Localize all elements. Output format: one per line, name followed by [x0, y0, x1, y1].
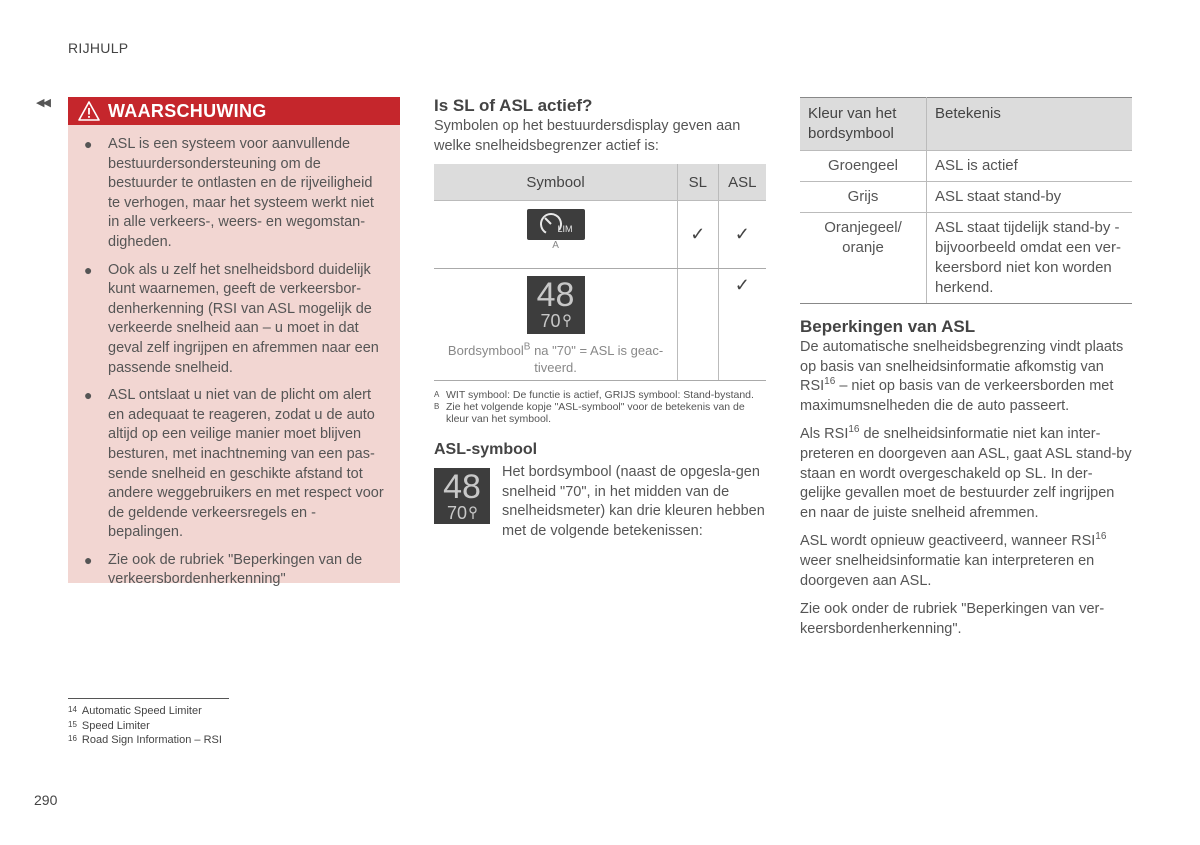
color-table	[800, 97, 1132, 304]
road-sign-icon	[469, 506, 477, 520]
symbol-table	[434, 164, 766, 381]
column-header: Kleur van het bordsymbool	[800, 98, 927, 151]
footnote: $^{15}$ Speed Limiter	[68, 719, 150, 732]
sl-check	[678, 269, 718, 381]
right-column	[800, 97, 1132, 639]
warning-title: WAARSCHUWING	[108, 100, 267, 121]
column-header: SL	[678, 164, 718, 201]
footnote: $^{16}$ Road Sign Information – RSI	[68, 734, 222, 746]
section-header: RIJHULP	[68, 40, 129, 56]
table-row	[800, 151, 1132, 182]
table-cell: Groengeel	[800, 151, 927, 182]
column-header: Betekenis	[927, 98, 1133, 151]
list-item: ● Ook als u zelf het snelheidsbord duidelijk kunt waarnemen, geeft de verkeersbor-denherkenning (RSI van ASL mogelijk de verkeerde snelheid aan – u moet in dat geval zelf ingrijpen en afremmen naar een passende snelheid.	[84, 261, 379, 376]
asl-check: ✓	[718, 201, 766, 269]
table-cell: ASL staat stand-by	[927, 182, 1133, 213]
asl-speed-sign	[434, 468, 490, 524]
column-header: Symbool	[434, 164, 678, 201]
speed-limiter-icon	[527, 209, 585, 240]
table-row	[800, 182, 1132, 213]
sign-current-speed: 48	[536, 276, 575, 315]
warning-box	[68, 97, 400, 588]
asl-symbol-title: ASL-symbool	[434, 441, 538, 459]
asl-check: ✓	[718, 269, 766, 381]
symbol-caption: A	[552, 240, 559, 252]
speed-sign-symbol	[527, 276, 585, 334]
table-row	[434, 201, 766, 269]
lim-label: LIM	[557, 224, 573, 235]
table-cell: Oranjegeel/ oranje	[800, 213, 927, 304]
table-footnotes	[434, 389, 766, 425]
list-item: ● Zie ook de rubriek "Beperkingen van de verkeersbordenherkenning"	[84, 551, 363, 588]
table-row	[434, 269, 766, 381]
table-row	[800, 213, 1132, 304]
table-cell: ASL staat tijdelijk stand-by - bijvoorbeeld omdat een ver-keersbord niet kon worden herkend.	[927, 213, 1133, 304]
warning-list	[68, 125, 400, 590]
back-arrows-icon[interactable]: ◀◀	[36, 97, 49, 109]
column-header: ASL	[718, 164, 766, 201]
list-item: ● ASL ontslaat u niet van de plicht om alert en adequaat te reageren, zodat u de auto altijd op een veilige manier moet blijven besturen, met inachtneming van een pas-sende snelheid en geschikte afstand tot andere weggebruikers en met respect voor de geldende verkeersregels en -bepalingen.	[84, 387, 384, 541]
limits-title: Beperkingen van ASL	[800, 317, 976, 336]
paragraph: ASL wordt opnieuw geactiveerd, wanneer RSI$^{16}$ weer snelheidsinformatie kan interpreteren en doorgeven aan ASL.	[800, 531, 1107, 589]
sign-set-speed: 70	[540, 311, 561, 332]
sign-set-speed: 70	[446, 503, 468, 524]
table-cell: Grijs	[800, 182, 927, 213]
symbol-caption: Bordsymbool$^B$ na "70" = ASL is geac-tiveerd.	[447, 341, 664, 376]
page-footnotes	[68, 698, 229, 748]
table-footnote: B Zie het volgende kopje "ASL-symbool" voor de betekenis van de kleur van het symbool.	[434, 401, 745, 426]
paragraph: De automatische snelheidsbegrenzing vindt plaats op basis van snelheidsinformatie afkomstig van RSI$^{16}$ – niet op basis van de verkeersborden met maximumsnelheden die de auto passeert.	[800, 339, 1124, 414]
page-number: 290	[34, 792, 58, 808]
list-item: ● ASL is een systeem voor aanvullende bestuurdersondersteuning om de bestuurder te ontlasten en de rijveiligheid te verhogen, maar het systeem werkt niet in alle verkeers-, weers- en wegomstan-digheden.	[84, 136, 374, 250]
intro-text: Symbolen op het bestuurdersdisplay geven aan welke snelheidsbegrenzer actief is:	[434, 118, 741, 154]
footnote: $^{14}$ Automatic Speed Limiter	[68, 705, 202, 717]
table-footnote: A WIT symbool: De functie is actief, GRIJS symbool: Stand-bystand.	[434, 389, 754, 402]
sl-check: ✓	[678, 201, 718, 269]
sign-current-speed: 48	[443, 468, 481, 507]
paragraph: Als RSI$^{16}$ de snelheidsinformatie niet kan inter-preteren en doorgeven aan ASL, gaat ASL stand-by staan en wordt overgeschakeld op SL. In der-gelijke gevallen moet de bestuurder zelf ingrijpen en naar de juiste snelheid afremmen.	[800, 424, 1132, 521]
section-title: Is SL of ASL actief?	[434, 96, 593, 115]
warning-triangle-icon	[78, 101, 100, 121]
paragraph: Zie ook onder de rubriek "Beperkingen van ver-keersbordenherkenning".	[800, 601, 1105, 637]
warning-header	[68, 97, 400, 125]
road-sign-icon	[563, 314, 571, 328]
table-cell: ASL is actief	[927, 151, 1133, 182]
asl-symbol-text: Het bordsymbool (naast de opgesla-gen snelheid "70", in het midden van de snelheidsmeter) kan drie kleuren hebben met de volgende betekenissen:	[502, 464, 765, 539]
middle-column	[434, 95, 766, 542]
